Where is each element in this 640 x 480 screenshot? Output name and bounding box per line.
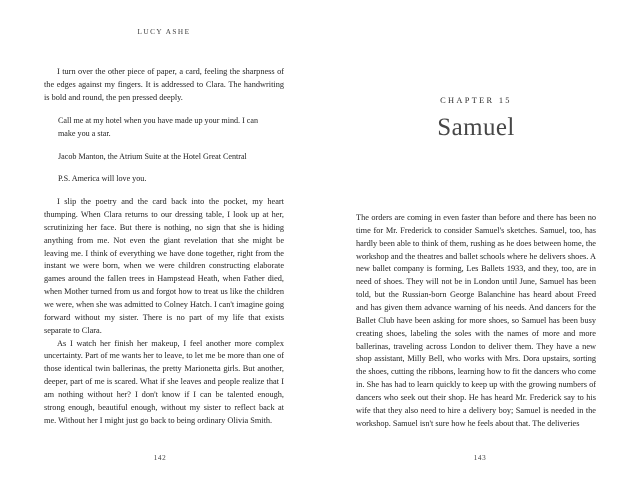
paragraph: I turn over the other piece of paper, a card, feeling the sharpness of the edges against my fingers. It is addressed to Clara. The handwriting is bold and round, the pen pressed deeply. [44,67,284,102]
letter-spacer [58,164,284,173]
running-head-left: LUCY ASHE [137,28,191,36]
left-page-body [44,66,284,428]
right-page-body [356,212,596,431]
chapter-title: Samuel [437,114,515,141]
letter-line: P.S. America will love you. [58,174,147,184]
page-number-left: 142 [153,454,167,462]
letter-line: Jacob Manton, the Atrium Suite at the Hotel Great Central [58,151,247,161]
paragraph: The orders are coming in even faster than before and there has been no time for Mr. Frederick to consider Samuel's sketches. Samuel, too, has hardly been able to think of them, rushing as he does between home, the workshop and the theatres and ballet schools where he delivers shoes. A new ballet company is forming, Les Ballets 1933, and they, too, are in need of shoes. They will not be in London until June, Samuel has been told, but the Russian-born George Balanchine has heard about Freed and has given them advance warning of his needs. And dancers for the Ballet Club have been asking for more shoes, so Samuel has been busy creating shoes, labeling the soles with the names of more and more ballerinas, traveling across London to deliver them. They have a new shop assistant, Milly Bell, who works with Mrs. Dora upstairs, sorting the shoes, cutting the ribbons, learning how to fit the dancers who come in. She has had to learn quickly to keep up with the growing numbers of dancers who seek out their shop. He has heard Mr. Frederick say to his wife that they also need to hire a delivery boy; Samuel is needed in the workshop. Samuel isn't sure how he feels about that. The deliveries [356,213,596,428]
letter-line: Call me at my hotel when you have made up your mind. I can [58,115,259,125]
paragraph: I slip the poetry and the card back into the pocket, my heart thumping. When Clara returns to our dressing table, I look up at her, scrutinizing her face. But there is nothing, no sign that she is hiding anything from me. Not even the giant revelation that she might be leaving me. I think of everything we have done together, right from the instant we were born, when we were children constructing elaborate games around the fallen trees in Hampstead Heath, when Father died, when Mother turned from us and forgot how to treat us like the children we were, when she was admitted to Colney Hatch. I can't imagine going forward without my sister. There is no part of my life that exists separate to Clara. [44,197,284,335]
letter-line: make you a star. [58,129,111,139]
page-number-right: 143 [473,454,487,462]
letter-block [44,115,284,187]
letter-spacer [58,142,284,151]
paragraph: As I watch her finish her makeup, I feel another more complex uncertainty. Part of me wants her to leave, to let me be more than one of those identical twin ballerinas, the pretty Marionetta girls. But another, deeper, part of me is scared. What if she leaves and people realize that I am nothing without her? I don't know if I can be talented enough, strong enough, beautiful enough, without my sister to reflect back at me. Without her I might just go back to being ordinary Olivia Smith. [44,338,284,425]
right-page [320,0,640,480]
chapter-label: CHAPTER 15 [440,96,512,105]
